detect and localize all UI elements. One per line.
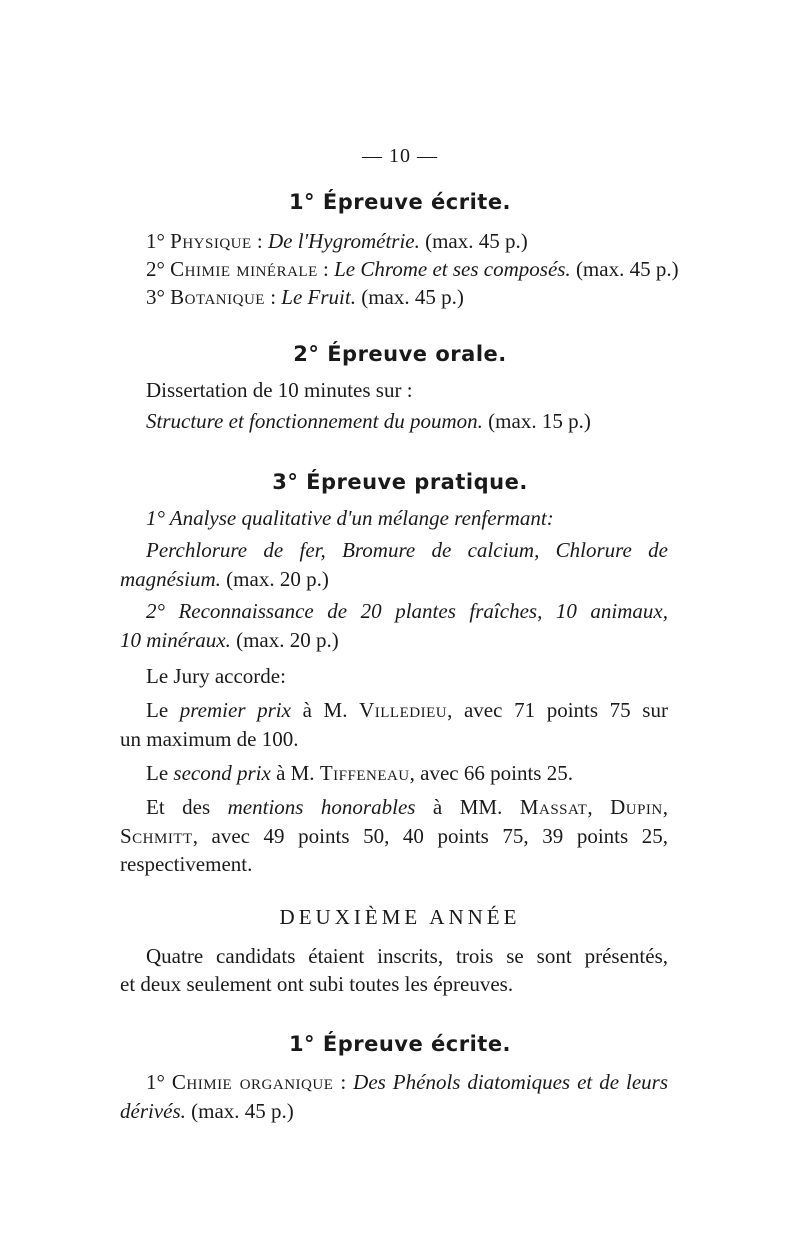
- reconnaissance-line-2: 10 minéraux. (max. 20 p.): [120, 628, 339, 652]
- honorable-mentions-line-2: Schmitt, avec 49 points 50, 40 points 75, 39 points 25,: [120, 824, 668, 848]
- jury-intro: Le Jury accorde:: [146, 664, 286, 688]
- analyse-line-2: magnésium. (max. 20 p.): [120, 567, 329, 591]
- year-heading: DEUXIÈME ANNÉE: [279, 905, 521, 929]
- section-heading-practical-exam: 3° Épreuve pratique.: [272, 470, 528, 494]
- reconnaissance-line-1: 2° Reconnaissance de 20 plantes fraîches, 10 animaux,: [146, 599, 668, 623]
- exam-item-chimie-minerale: 2° Chimie minérale : Le Chrome et ses composés. (max. 45 p.): [146, 257, 679, 281]
- exam-item-botanique: 3° Botanique : Le Fruit. (max. 45 p.): [146, 285, 464, 309]
- exam-item-chimie-organique-line-1: 1° Chimie organique : Des Phénols diatomiques et de leurs: [146, 1070, 668, 1094]
- year-intro-line-1: Quatre candidats étaient inscrits, trois se sont présentés,: [146, 944, 668, 968]
- first-prize-line-1: Le premier prix à M. Villedieu, avec 71 points 75 sur: [146, 698, 668, 722]
- oral-intro: Dissertation de 10 minutes sur :: [146, 378, 413, 402]
- section-heading-written-exam: 1° Épreuve écrite.: [288, 190, 512, 214]
- honorable-mentions-line-1: Et des mentions honorables à MM. Massat, Dupin,: [146, 795, 668, 819]
- exam-item-chimie-organique-line-2: dérivés. (max. 45 p.): [120, 1099, 294, 1123]
- section-heading-written-exam-2: 1° Épreuve écrite.: [288, 1032, 512, 1056]
- second-prize: Le second prix à M. Tiffeneau, avec 66 points 25.: [146, 761, 573, 785]
- year-intro-line-2: et deux seulement ont subi toutes les épreuves.: [120, 972, 514, 996]
- analyse-title: 1° Analyse qualitative d'un mélange renfermant:: [146, 506, 554, 530]
- first-prize-line-2: un maximum de 100.: [120, 727, 299, 751]
- oral-topic: Structure et fonctionnement du poumon. (max. 15 p.): [146, 409, 591, 433]
- analyse-line-1: Perchlorure de fer, Bromure de calcium, Chlorure de: [146, 538, 668, 562]
- exam-item-physique: 1° Physique : De l'Hygrométrie. (max. 45 p.): [146, 229, 528, 253]
- honorable-mentions-line-3: respectivement.: [120, 852, 253, 876]
- page-number: — 10 —: [362, 145, 438, 167]
- section-heading-oral-exam: 2° Épreuve orale.: [293, 342, 507, 366]
